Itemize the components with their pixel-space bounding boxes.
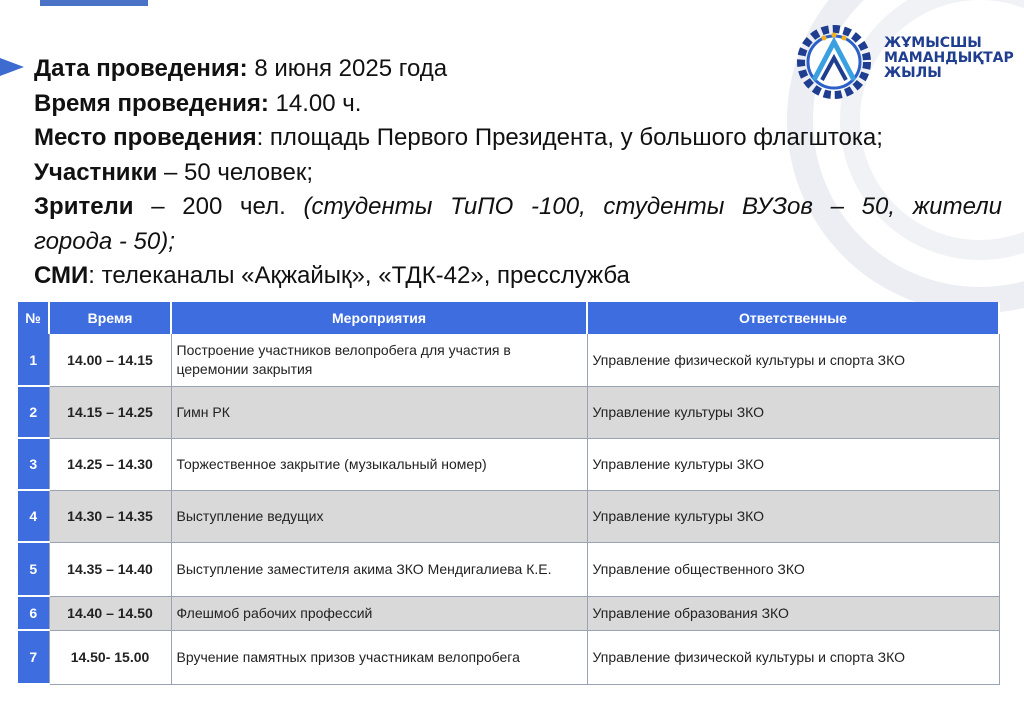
table-row [18,386,999,438]
header-resp: Ответственные [587,302,999,334]
header-num: № [18,302,49,334]
logo-line: ЖЫЛЫ [884,65,942,81]
row-time: 14.15 – 14.25 [49,386,171,438]
table-row [18,438,999,490]
row-resp: Управление физической культуры и спорта ЗКО [587,334,999,386]
row-resp: Управление культуры ЗКО [587,490,999,542]
table-row [18,490,999,542]
place-value: : площадь Первого Президента, у большого флагштока; [256,124,883,151]
row-event: Выступление ведущих [171,490,587,542]
row-time: 14.30 – 14.35 [49,490,171,542]
row-resp: Управление общественного ЗКО [587,542,999,596]
media-line [34,259,1002,294]
table-row [18,334,999,386]
row-time: 14.35 – 14.40 [49,542,171,596]
place-label: Место проведения [34,124,257,151]
viewers-value: – 200 чел. [133,193,304,220]
time-value: 14.00 ч. [268,89,362,117]
schedule-table [18,302,1000,685]
row-event: Выступление заместителя акима ЗКО Мендигалиева К.Е. [171,542,587,596]
viewers-line [34,190,1002,225]
row-resp: Управление культуры ЗКО [587,438,999,490]
row-num: 6 [18,596,49,630]
table-header-row [18,302,999,334]
event-info-block [34,52,1002,294]
row-resp: Управление образования ЗКО [587,596,999,630]
top-accent-bar [40,0,148,6]
logo-line: МАМАНДЫҚТАР [884,50,1014,66]
media-label: СМИ [34,262,89,289]
bullet-arrow-icon [0,58,24,76]
time-label: Время проведения: [34,89,269,117]
viewers-detail-cont: города - 50); [34,227,175,255]
time-line [34,87,1002,122]
table-row [18,542,999,596]
viewers-line-cont [34,225,1002,260]
header-time: Время [49,302,171,334]
row-num: 7 [18,630,49,684]
row-time: 14.00 – 14.15 [49,334,171,386]
participants-label: Участники [34,158,158,186]
row-event: Построение участников велопробега для участия в церемонии закрытия [171,334,587,386]
place-line [34,121,1002,156]
row-event: Гимн РК [171,386,587,438]
row-resp: Управление физической культуры и спорта ЗКО [587,630,999,684]
date-value: 8 июня 2025 года [247,55,448,82]
table-row [18,596,999,630]
participants-value: – 50 человек; [157,158,314,186]
row-num: 2 [18,386,49,438]
table-row [18,630,999,684]
logo-line: ЖҰМЫСШЫ [884,35,982,51]
row-num: 1 [18,334,49,386]
participants-line [34,156,1002,191]
row-event: Вручение памятных призов участникам велопробега [171,630,587,684]
date-label: Дата проведения: [34,55,248,82]
row-num: 4 [18,490,49,542]
row-event: Флешмоб рабочих профессий [171,596,587,630]
row-num: 3 [18,438,49,490]
row-resp: Управление культуры ЗКО [587,386,999,438]
media-value: : телеканалы «Ақжайық», «ТДК-42», пресслужба [88,262,630,289]
date-line [34,52,1002,87]
viewers-detail: (студенты ТиПО -100, студенты ВУЗов – 50, жители [303,193,1002,220]
row-event: Торжественное закрытие (музыкальный номер) [171,438,587,490]
header-event: Мероприятия [171,302,587,334]
viewers-label: Зрители [34,193,134,220]
row-time: 14.25 – 14.30 [49,438,171,490]
row-time: 14.50- 15.00 [49,630,171,684]
row-time: 14.40 – 14.50 [49,596,171,630]
row-num: 5 [18,542,49,596]
